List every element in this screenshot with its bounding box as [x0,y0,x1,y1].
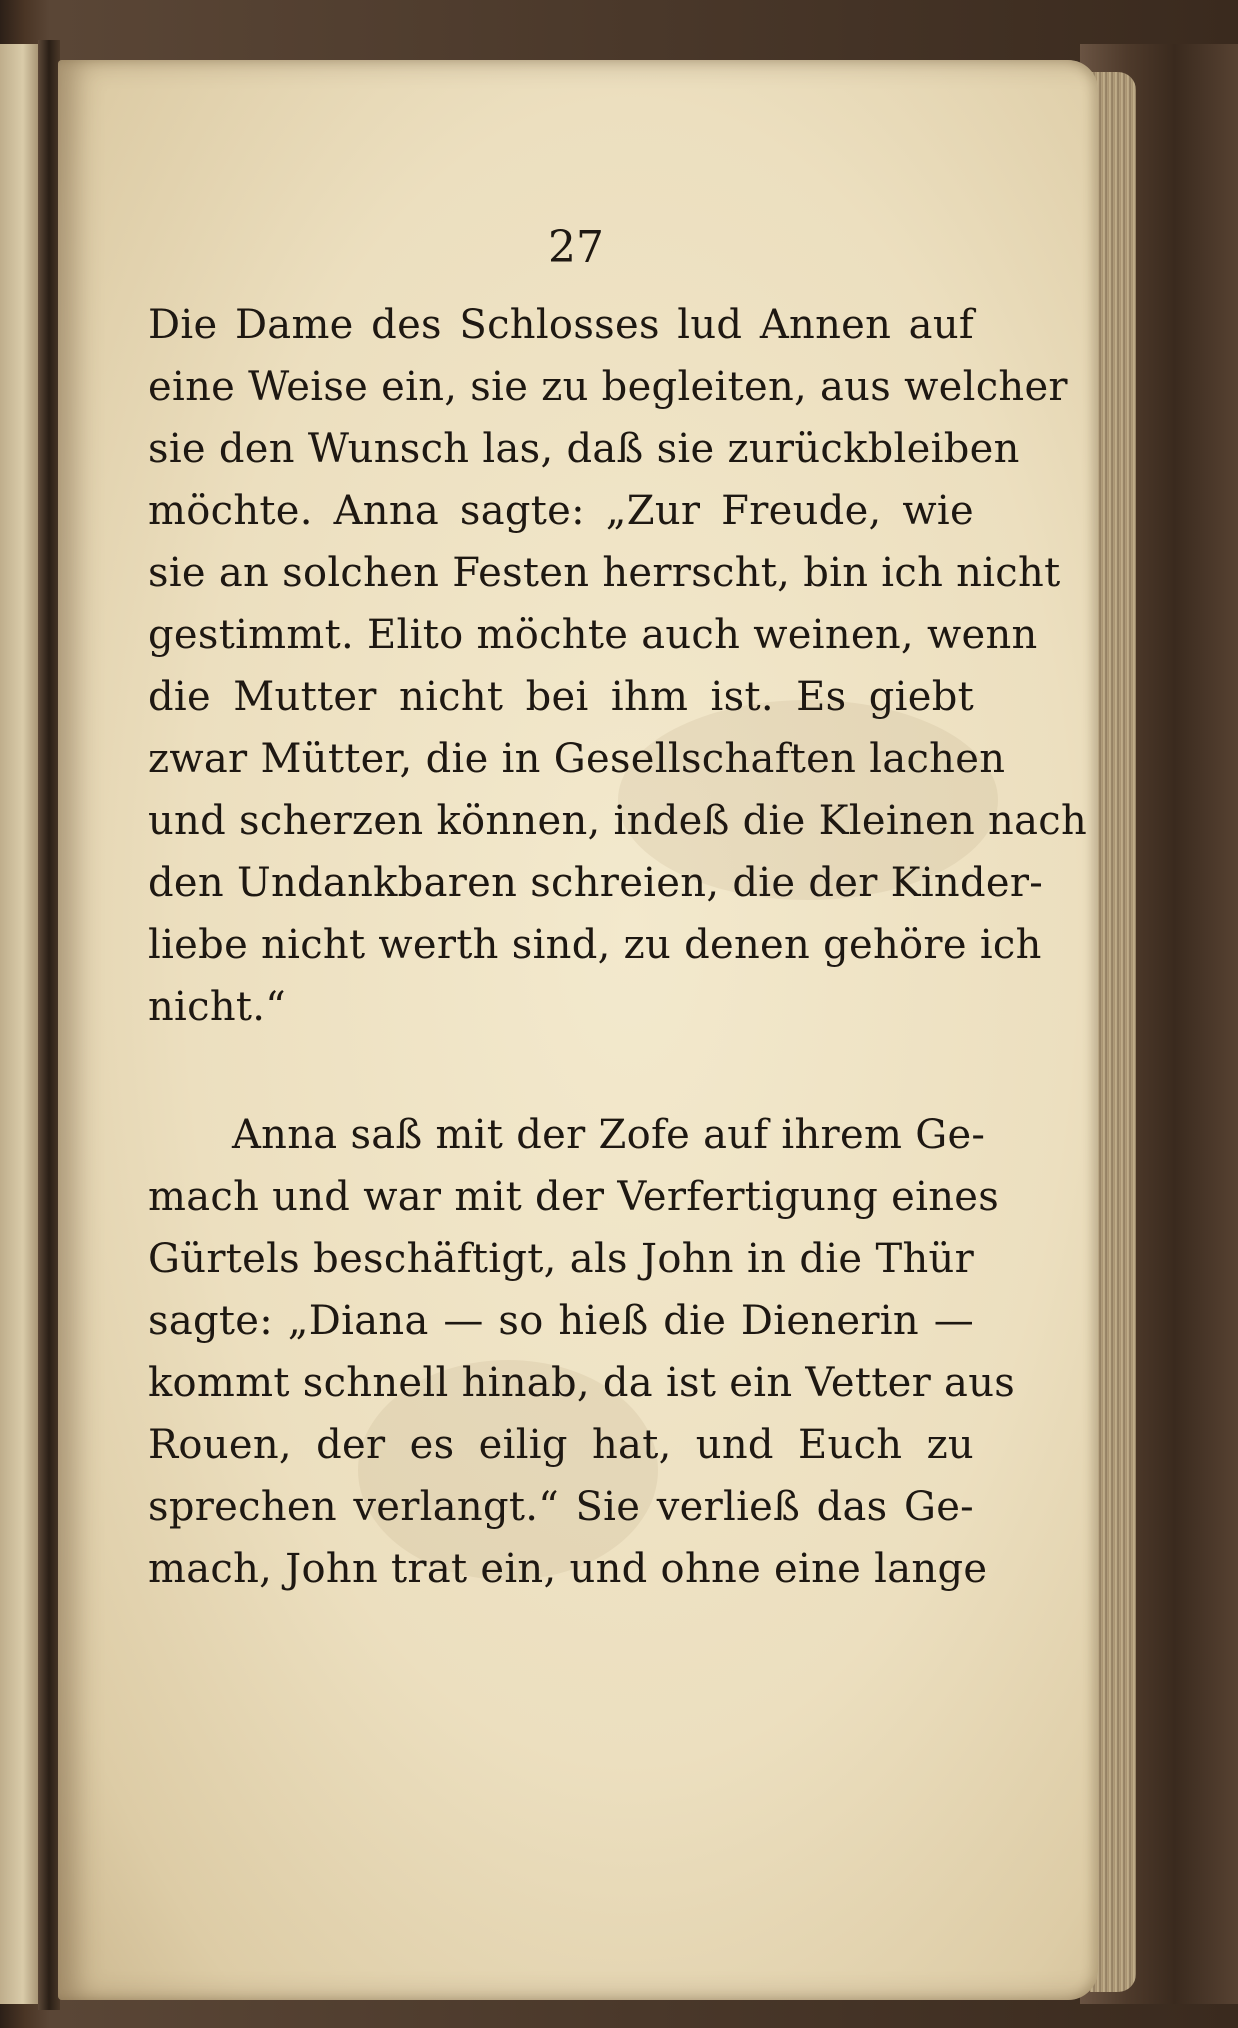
text-line: sie an solchen Festen herrscht, bin ich nicht [148,550,1061,596]
page-number: 27 [548,222,604,273]
text-line: gestimmt. Elito möchte auch weinen, wenn [148,612,1038,658]
text-line: mach, John trat ein, und ohne eine lange [148,1546,988,1592]
page-text [148,220,1088,1600]
text-line: liebe nicht werth sind, zu denen gehöre ich [148,922,1042,968]
text-line: kommt schnell hinab, da ist ein Vetter aus [148,1360,1016,1406]
paragraph-2 [148,1104,1016,1600]
text-line: sagte: „Diana — so hieß die Dienerin — [148,1298,974,1344]
text-line: zwar Mütter, die in Gesellschaften lachen [148,736,1006,782]
text-line: Rouen, der es eilig hat, und Euch zu [148,1422,974,1468]
text-line: mach und war mit der Verfertigung eines [148,1174,1000,1220]
text-line: den Undankbaren schreien, die der Kinder- [148,860,1044,906]
text-line: sie den Wunsch las, daß sie zurückbleiben [148,426,1020,472]
paragraph-gap [148,1038,974,1104]
book-gutter [38,40,60,2010]
text-line: Gürtels beschäftigt, als John in die Thür [148,1236,974,1282]
text-line: die Mutter nicht bei ihm ist. Es giebt [148,674,974,720]
text-line: sprechen verlangt.“ Sie verließ das Ge- [148,1484,974,1530]
text-line: Die Dame des Schlosses lud Annen auf [148,302,974,348]
text-line: nicht.“ [148,984,287,1030]
left-page-edge [0,44,38,2004]
text-line: Anna saß mit der Zofe auf ihrem Ge- [232,1112,986,1158]
text-line: eine Weise ein, sie zu begleiten, aus welcher [148,364,1068,410]
text-line: möchte. Anna sagte: „Zur Freude, wie [148,488,974,534]
text-line: und scherzen können, indeß die Kleinen nach [148,798,1088,844]
paragraph-1 [148,294,1088,1038]
book-page [58,60,1098,2000]
